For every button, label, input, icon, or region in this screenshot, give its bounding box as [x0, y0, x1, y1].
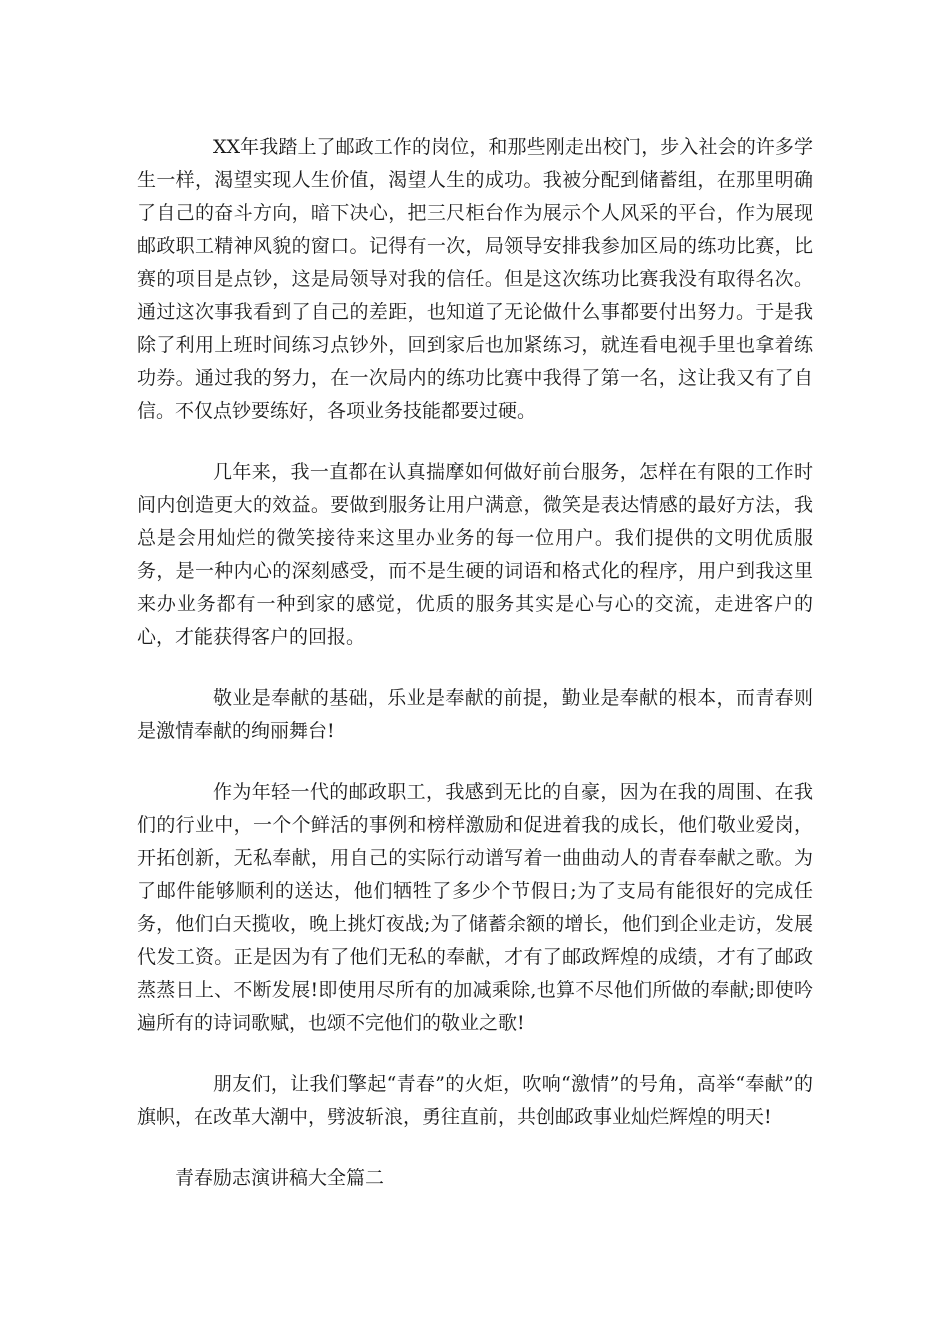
paragraph-4: 作为年轻一代的邮政职工，我感到无比的自豪，因为在我的周围、在我们的行业中，一个个鲜活的事例和榜样激励和促进着我的成长，他们敬业爱岗，开拓创新，无私奉献，用自己的实际行动谱写着一曲曲动人的青春奉献之歌。为了邮件能够顺利的送达，他们牺牲了多少个节假日;为了支局有能很好的完成任务，他们白天揽收，晚上挑灯夜战;为了储蓄余额的增长，他们到企业走访，发展代发工资。正是因为有了他们无私的奉献，才有了邮政辉煌的成绩，才有了邮政蒸蒸日上、不断发展!即使用尽所有的加减乘除,也算不尽他们所做的奉献;即使吟遍所有的诗词歌赋，也颂不完他们的敬业之歌!	[137, 781, 813, 1034]
paragraph-2: 几年来，我一直都在认真揣摩如何做好前台服务，怎样在有限的工作时间内创造更大的效益。要做到服务让用户满意，微笑是表达情感的最好方法，我总是会用灿烂的微笑接待来这里办业务的每一位用户。我们提供的文明优质服务，是一种内心的深刻感受，而不是生硬的词语和格式化的程序，用户到我这里来办业务都有一种到家的感觉，优质的服务其实是心与心的交流，走进客户的心，才能获得客户的回报。	[137, 461, 813, 648]
paragraph-5: 朋友们，让我们擎起“青春”的火炬，吹响“激情”的号角，高举“奉献”的旗帜，在改革大潮中，劈波斩浪，勇往直前，共创邮政事业灿烂辉煌的明天!	[137, 1073, 813, 1128]
paragraph-1: XX年我踏上了邮政工作的岗位，和那些刚走出校门，步入社会的许多学生一样，渴望实现人生价值，渴望人生的成功。我被分配到储蓄组，在那里明确了自己的奋斗方向，暗下决心，把三尺柜台作为展示个人风采的平台，作为展现邮政职工精神风貌的窗口。记得有一次，局领导安排我参加区局的练功比赛，比赛的项目是点钞，这是局领导对我的信任。但是这次练功比赛我没有取得名次。通过这次事我看到了自己的差距，也知道了无论做什么事都要付出努力。于是我除了利用上班时间练习点钞外，回到家后也加紧练习，就连看电视手里也拿着练功券。通过我的努力，在一次局内的练功比赛中我得了第一名，这让我又有了自信。不仅点钞要练好，各项业务技能都要过硬。	[137, 136, 813, 422]
document-body	[137, 131, 813, 1195]
section-heading: 青春励志演讲稿大全篇二	[175, 1167, 385, 1189]
paragraph-3: 敬业是奉献的基础，乐业是奉献的前提，勤业是奉献的根本，而青春则是激情奉献的绚丽舞台!	[137, 687, 813, 742]
